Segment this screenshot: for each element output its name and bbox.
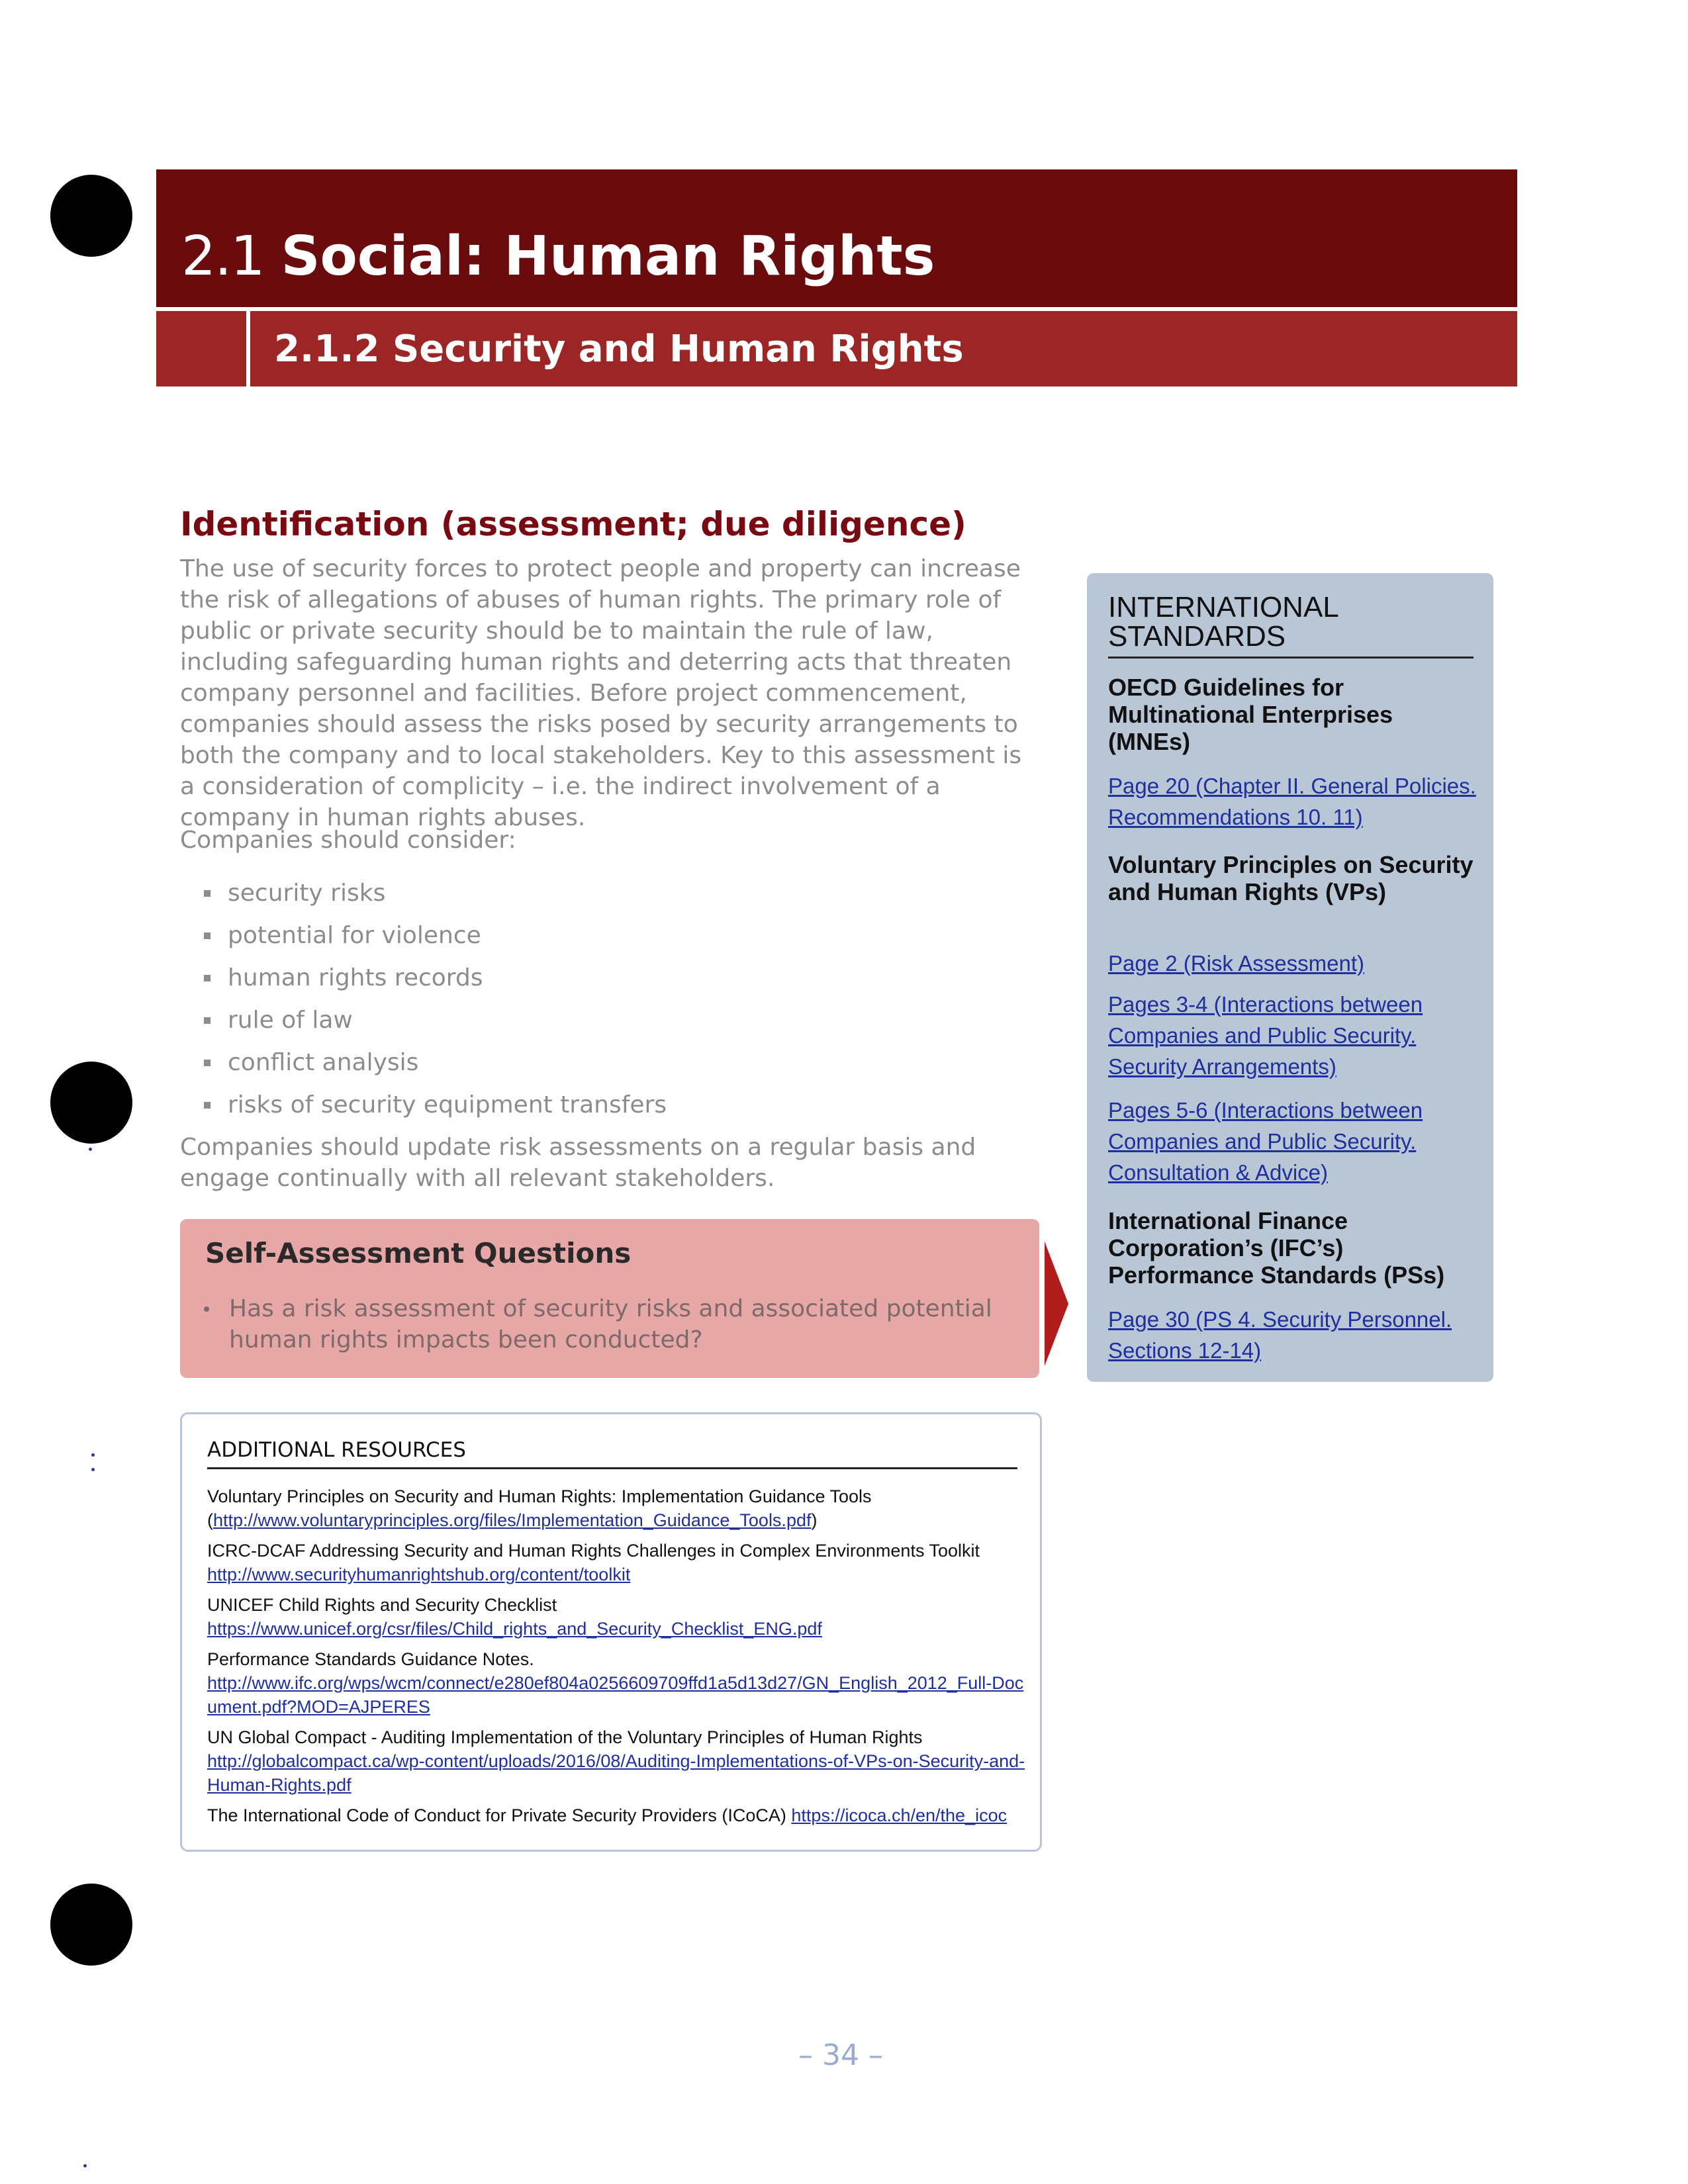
vps-link-consultation[interactable]: Pages 5-6 (Interactions between Companies and Public Security. Consultation & Advice)	[1108, 1098, 1423, 1185]
scan-speck	[83, 2164, 87, 2167]
subsection-banner-block	[156, 311, 246, 387]
punch-hole-bottom	[50, 1884, 132, 1966]
resource-item	[207, 1539, 1028, 1586]
divider	[207, 1467, 1017, 1469]
resource-link[interactable]: http://globalcompact.ca/wp-content/uploads/2016/08/Auditing-Implementations-of-VPs-on-Security-and-Human-Rights.pdf	[207, 1751, 1025, 1795]
update-paragraph: Companies should update risk assessments on a regular basis and engage continually with all relevant stakeholders.	[180, 1134, 976, 1192]
resource-link[interactable]: https://www.unicef.org/csr/files/Child_rights_and_Security_Checklist_ENG.pdf	[207, 1619, 822, 1639]
punch-hole-top	[50, 175, 132, 257]
resource-item	[207, 1484, 1028, 1532]
additional-resources-box	[180, 1412, 1042, 1852]
resource-link[interactable]: http://www.securityhumanrightshub.org/content/toolkit	[207, 1565, 631, 1584]
resource-link[interactable]: http://www.ifc.org/wps/wcm/connect/e280ef804a0256609709ffd1a5d13d27/GN_English_2012_Full-Document.pdf?MOD=AJPERES	[207, 1673, 1024, 1717]
identification-heading: Identification (assessment; due diligence)	[180, 505, 966, 543]
self-assessment-question	[204, 1293, 1010, 1355]
list-item	[180, 915, 908, 957]
vps-link-risk-assessment[interactable]: Page 2 (Risk Assessment)	[1108, 951, 1364, 976]
resource-title: Performance Standards Guidance Notes.	[207, 1649, 534, 1669]
resource-title: UN Global Compact - Auditing Implementation of the Voluntary Principles of Human Rights	[207, 1727, 923, 1747]
section-banner	[156, 169, 1517, 307]
resource-link[interactable]: https://icoca.ch/en/the_icoc	[791, 1805, 1008, 1825]
list-item-text: potential for violence	[228, 922, 481, 949]
bullet-icon	[204, 1102, 211, 1109]
consider-intro: Companies should consider:	[180, 827, 516, 854]
bullet-icon	[204, 975, 211, 981]
resource-link[interactable]: http://www.voluntaryprinciples.org/files/Implementation_Guidance_Tools.pdf	[213, 1510, 812, 1530]
resource-item	[207, 1725, 1028, 1797]
resource-title: UNICEF Child Rights and Security Checklist	[207, 1595, 557, 1615]
list-item-text: risks of security equipment transfers	[228, 1091, 667, 1118]
resource-title: ICRC-DCAF Addressing Security and Human Rights Challenges in Complex Environments Toolkit	[207, 1541, 980, 1561]
international-standards-box	[1087, 573, 1493, 1382]
resource-list	[207, 1484, 1028, 1834]
list-item	[180, 957, 908, 999]
list-item-text: security risks	[228, 880, 386, 907]
vps-heading: Voluntary Principles on Security and Human Rights (VPs)	[1108, 851, 1474, 905]
list-item	[180, 1042, 908, 1084]
bullet-icon	[204, 933, 211, 939]
self-assessment-title: Self-Assessment Questions	[205, 1237, 632, 1269]
section-number: 2.1	[181, 225, 264, 288]
bullet-icon	[204, 1306, 209, 1312]
page-number: – 34 –	[798, 2038, 883, 2072]
identification-paragraph: The use of security forces to protect people and property can increase the risk of allegations of abuses of human rights. The primary role of public or private security should be to maintain the rule of law, including safeguarding human rights and deterring acts that threaten company personnel and facilities. Before project commencement, companies should assess the risks posed by security arrangements to both the company and to local stakeholders. Key to this assessment is a consideration of complicity – i.e. the indirect involvement of a company in human rights abuses.	[180, 555, 1022, 831]
list-item-text: rule of law	[228, 1007, 353, 1034]
arrow-right-icon	[1045, 1242, 1068, 1366]
paren-close: )	[811, 1510, 818, 1530]
scan-speck	[91, 1453, 95, 1457]
resource-title: The International Code of Conduct for Private Security Providers (ICoCA)	[207, 1805, 786, 1825]
resource-item	[207, 1593, 1028, 1641]
resource-item	[207, 1803, 1028, 1827]
list-item-text: human rights records	[228, 964, 483, 991]
list-item	[180, 1084, 908, 1126]
scan-speck	[91, 1468, 95, 1471]
section-title	[181, 224, 935, 290]
vps-link-security-arrangements[interactable]: Pages 3-4 (Interactions between Companies and Public Security. Security Arrangements)	[1108, 992, 1423, 1079]
resource-title: Voluntary Principles on Security and Human Rights: Implementation Guidance Tools	[207, 1486, 872, 1506]
paren-open: (	[207, 1510, 213, 1530]
divider	[1108, 657, 1474, 659]
bullet-icon	[204, 890, 211, 897]
oecd-heading: OECD Guidelines for Multinational Enterprises (MNEs)	[1108, 674, 1393, 755]
list-item-text: conflict analysis	[228, 1049, 419, 1076]
list-item	[180, 872, 908, 915]
subsection-banner	[250, 311, 1517, 387]
resource-item	[207, 1647, 1028, 1719]
question-text: Has a risk assessment of security risks and associated potential human rights impacts been conducted?	[229, 1295, 992, 1353]
bullet-icon	[204, 1060, 211, 1066]
punch-hole-middle	[50, 1062, 132, 1144]
bullet-icon	[204, 1017, 211, 1024]
subsection-title: 2.1.2 Security and Human Rights	[274, 328, 964, 371]
ifc-link[interactable]: Page 30 (PS 4. Security Personnel. Sections 12-14)	[1108, 1307, 1452, 1363]
international-standards-title: INTERNATIONAL STANDARDS	[1108, 591, 1338, 653]
self-assessment-box	[180, 1219, 1039, 1378]
list-item	[180, 999, 908, 1042]
consider-list	[180, 872, 908, 1126]
oecd-link[interactable]: Page 20 (Chapter II. General Policies. Recommendations 10. 11)	[1108, 774, 1476, 829]
scan-speck	[89, 1148, 92, 1151]
section-title-text: Social: Human Rights	[281, 225, 935, 288]
additional-resources-title: ADDITIONAL RESOURCES	[207, 1438, 466, 1462]
ifc-heading: International Finance Corporation’s (IFC’s) Performance Standards (PSs)	[1108, 1207, 1445, 1289]
